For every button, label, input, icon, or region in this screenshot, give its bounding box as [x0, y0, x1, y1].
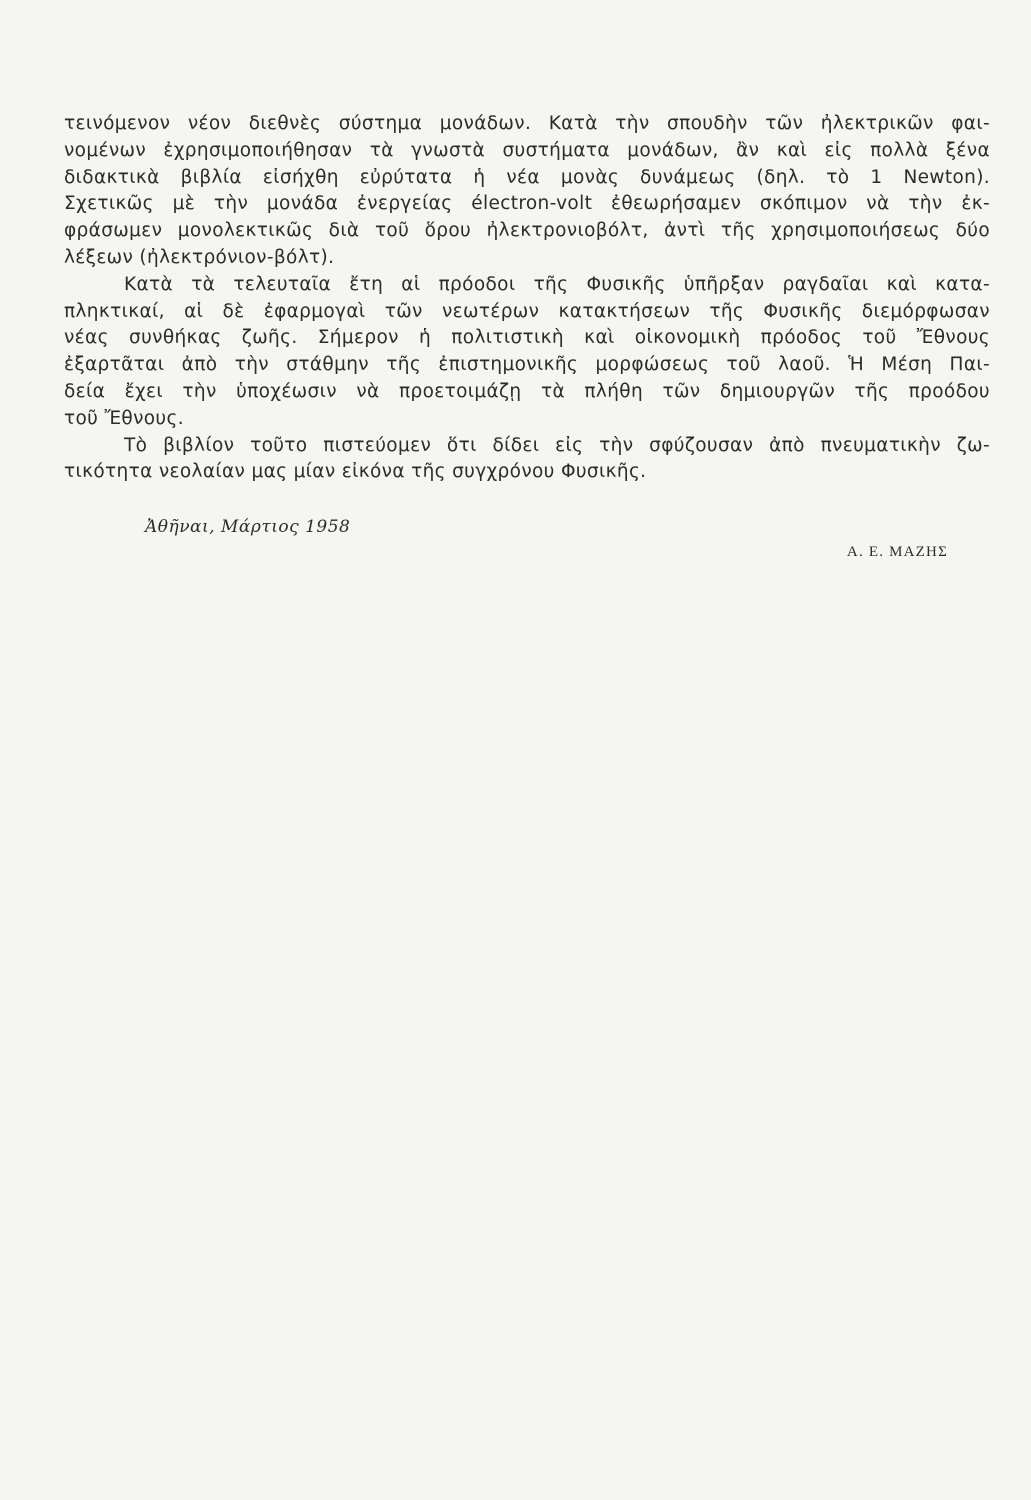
- text-line: Κατὰ τὰ τελευταῖα ἔτη αἱ πρόοδοι τῆς Φυσικῆς ὑπῆρξαν ραγδαῖαι καὶ κατα-: [124, 273, 990, 295]
- body-text: [64, 111, 990, 486]
- text-line: Σχετικῶς μὲ τὴν μονάδα ἐνεργείας électron-volt ἐθεωρήσαμεν σκόπιμον νὰ τὴν ἐκ-: [64, 193, 990, 215]
- text-line: δεία ἔχει τὴν ὑποχέωσιν νὰ προετοιμάζῃ τὰ πλήθη τῶν δημιουργῶν τῆς προόδου: [64, 380, 990, 402]
- text-line: Τὸ βιβλίον τοῦτο πιστεύομεν ὅτι δίδει εἰς τὴν σφύζουσαν ἀπὸ πνευματικὴν ζω-: [124, 434, 990, 456]
- text-line: νέας συνθήκας ζωῆς. Σήμερον ἡ πολιτιστικὴ καὶ οἰκονομικὴ πρόοδος τοῦ Ἔθνους: [64, 327, 990, 349]
- text-line: φράσωμεν μονολεκτικῶς διὰ τοῦ ὅρου ἠλεκτρονιοβόλτ, ἀντὶ τῆς χρησιμοποιήσεως δύο: [64, 220, 990, 242]
- dateline: Ἀθῆναι, Μάρτιος 1958: [145, 517, 351, 537]
- paragraph-1: [64, 111, 990, 272]
- text-line: τικότητα νεολαίαν μας μίαν εἰκόνα τῆς συγχρόνου Φυσικῆς.: [64, 461, 647, 483]
- text-line: τοῦ Ἔθνους.: [64, 407, 184, 429]
- text-line: ἐξαρτᾶται ἀπὸ τὴν στάθμην τῆς ἐπιστημονικῆς μορφώσεως τοῦ λαοῦ. Ἡ Μέση Παι-: [64, 354, 990, 376]
- text-line: νομένων ἐχρησιμοποιήθησαν τὰ γνωστὰ συστήματα μονάδων, ἂν καὶ εἰς πολλὰ ξένα: [64, 139, 990, 161]
- text-line: διδακτικὰ βιβλία εἰσήχθη εὐρύτατα ἡ νέα μονὰς δυνάμεως (δηλ. τὸ 1 Newton).: [64, 166, 990, 188]
- text-line: τεινόμενον νέον διεθνὲς σύστημα μονάδων. Κατὰ τὴν σπουδὴν τῶν ἠλεκτρικῶν φαι-: [64, 113, 990, 134]
- text-line: λέξεων (ἠλεκτρόνιον-βόλτ).: [64, 246, 335, 268]
- paragraph-2: [64, 272, 990, 433]
- text-line: πληκτικαί, αἱ δὲ ἐφαρμογαὶ τῶν νεωτέρων κατακτήσεων τῆς Φυσικῆς διεμόρφωσαν: [64, 300, 990, 322]
- author-signature: Α. Ε. ΜΑΖΗΣ: [846, 544, 948, 560]
- paragraph-3: [64, 433, 990, 487]
